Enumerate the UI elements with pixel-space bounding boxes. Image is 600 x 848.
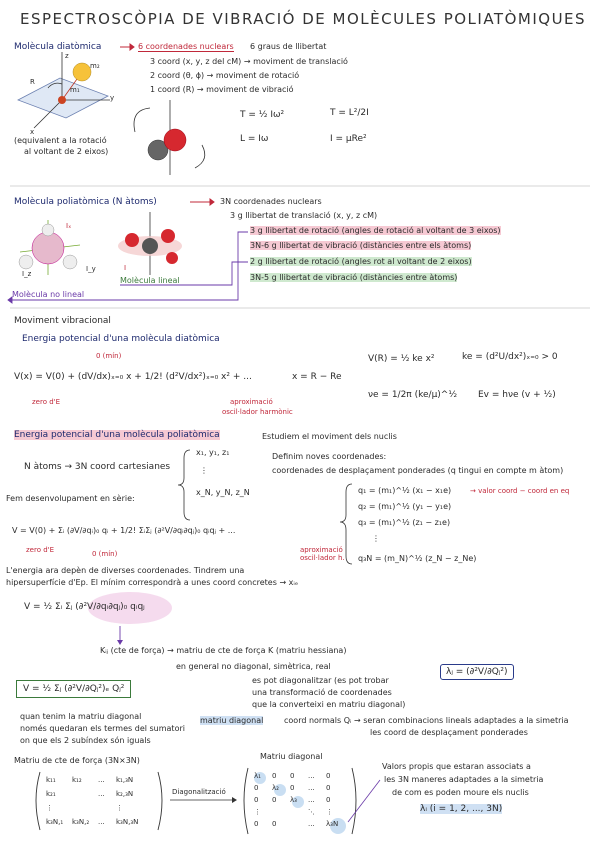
vx-zero-min: 0 (mín) bbox=[96, 352, 122, 360]
atom-m1-label: m₁ bbox=[70, 86, 80, 94]
axis-z-label: z bbox=[65, 52, 69, 60]
def-line-2: coordenades de desplaçament ponderades (q tingui en compte m àtom) bbox=[272, 466, 564, 475]
q-dots: ⋮ bbox=[372, 534, 380, 543]
diatomic-caption-2: al voltant de 2 eixos) bbox=[24, 147, 109, 156]
vib-sub1: Energia potencial d'una molècula diatòmica bbox=[22, 334, 220, 344]
eigen-line-2: les 3N maneres adaptades a la simetria bbox=[384, 775, 544, 784]
q1-formula: q₁ = (m₁)^½ (x₁ − x₁e) bbox=[358, 486, 452, 495]
coord-row-2: ⋮ bbox=[200, 466, 208, 475]
general-line: en general no diagonal, simètrica, real bbox=[176, 662, 331, 671]
eigen-line-4: λᵢ (i = 1, 2, ..., 3N) bbox=[420, 804, 503, 814]
atom-m2-label: m₂ bbox=[90, 62, 100, 70]
coord-row-1: x₁, y₁, z₁ bbox=[196, 448, 230, 457]
diatomic-summary-b: 6 graus de llibertat bbox=[250, 42, 327, 51]
normal-coords-1: coord normals Qᵢ → seran combinacions lineals adaptades a la simetria bbox=[284, 716, 569, 725]
inertia-z-label: I_z bbox=[22, 270, 32, 278]
polyatomic-arrow-text: 3N coordenades nuclears bbox=[220, 197, 322, 206]
x-def: x = R − Re bbox=[292, 372, 342, 382]
polyatomic-heading: Molècula poliatòmica (N àtoms) bbox=[14, 197, 157, 207]
q3-formula: q₃ = (m₁)^½ (z₁ − z₁e) bbox=[358, 518, 451, 527]
taylor-approx-2: oscil·lador h. bbox=[300, 554, 345, 562]
vx-approx: aproximació bbox=[230, 398, 273, 406]
eigen-line-1: Valors propis que estaran associats a bbox=[382, 762, 531, 771]
sub-note-2: només quedaran els termes del sumatori bbox=[20, 724, 185, 733]
poly-line-3: 3N-6 g llibertat de vibració (distàncies entre els àtoms) bbox=[250, 241, 472, 250]
def-line-1: Definim noves coordenades: bbox=[272, 452, 387, 461]
polypot-heading: Energia potencial d'una molècula poliatòmica bbox=[14, 430, 220, 440]
v-harmonic: V = ½ Σᵢ Σⱼ (∂²V/∂qᵢ∂qⱼ)₀ qᵢqⱼ bbox=[24, 602, 145, 612]
diag-line-3: que la converteixi en matriu diagonal) bbox=[252, 700, 406, 709]
formula-i: I = μRe² bbox=[330, 134, 367, 144]
sub-note-1: quan tenim la matriu diagonal bbox=[20, 712, 142, 721]
taylor-zero-min: 0 (mín) bbox=[92, 550, 118, 558]
coords-brace bbox=[178, 450, 190, 520]
linear-label: Molècula lineal bbox=[120, 276, 180, 285]
vx-osc: oscil·lador harmònic bbox=[222, 408, 293, 416]
lambda-box: λⱼ = (∂²V/∂Qⱼ²) bbox=[440, 664, 514, 680]
inertia-label: I bbox=[124, 264, 127, 272]
diagonalization-arrow-label: Diagonalització bbox=[172, 788, 226, 796]
axis-x-label: x bbox=[30, 128, 35, 136]
force-matrix-title: Matriu de cte de força (3N×3N) bbox=[14, 756, 140, 765]
vr-formula: V(R) = ½ ke x² bbox=[368, 354, 435, 364]
diatomic-line-3: 1 coord (R) → moviment de vibració bbox=[150, 85, 294, 94]
taylor-approx-1: aproximació bbox=[300, 546, 343, 554]
diag-matrix-title: Matriu diagonal bbox=[260, 752, 323, 761]
hyper-text-1: L'energia ara depèn de diverses coordenades. Tindrem una bbox=[6, 566, 245, 575]
diag-matrix: λ₁ 0 0 ... 0 0 λ₂ 0 ... 0 0 0 λ₃ ... 0 ⋮ ⋱ ⋮ 0 0 ... λ₃N bbox=[254, 772, 339, 828]
taylor-intro: Fem desenvolupament en sèrie: bbox=[6, 494, 135, 503]
q2-formula: q₂ = (m₁)^½ (y₁ − y₁e) bbox=[358, 502, 452, 511]
sub-note-3: on que els 2 subíndex són iguals bbox=[20, 736, 151, 745]
inertia-y-label: I_y bbox=[86, 265, 96, 273]
force-matrix: k₁₁ k₁₂ ... k₁,₃N k₂₁ ... k₂,₃N ⋮ ⋮ k₃N,₁ k₃N,₂ ... k₃N,₃N bbox=[46, 776, 139, 826]
poly-line-2: 3 g llibertat de rotació (angles de rotació al voltant de 3 eixos) bbox=[250, 226, 501, 235]
poly-line-4: 2 g llibertat de rotació (angles rot al voltant de 2 eixos) bbox=[250, 257, 472, 266]
diatomic-molecule-3d bbox=[134, 100, 205, 175]
axis-y-label: y bbox=[110, 94, 115, 102]
formula-t2: T = L²/2I bbox=[330, 108, 369, 118]
diag-line-1: es pot diagonalitzar (es pot trobar bbox=[252, 676, 389, 685]
inertia-x-label: Iₓ bbox=[66, 222, 72, 230]
natoms-line: N àtoms → 3N coord cartesianes bbox=[24, 462, 171, 472]
q3n-formula: q₃N = (m_N)^½ (z_N − z_Ne) bbox=[358, 554, 477, 563]
polypot-note: Estudiem el moviment dels nuclis bbox=[262, 432, 397, 441]
eigen-line-3: de com es poden moure els nuclis bbox=[392, 788, 529, 797]
linear-molecule-sketch bbox=[118, 212, 182, 275]
vib-heading: Moviment vibracional bbox=[14, 316, 111, 326]
atom-m2 bbox=[73, 63, 91, 81]
ke-formula: ke = (d²U/dx²)ₓ₌₀ > 0 bbox=[462, 352, 558, 362]
nonlinear-label: Molècula no lineal bbox=[12, 290, 85, 299]
coord-row-3: x_N, y_N, z_N bbox=[196, 488, 250, 497]
formula-t1: T = ½ Iω² bbox=[240, 110, 285, 120]
atom-m1 bbox=[58, 96, 66, 104]
poly-line-1: 3 g llibertat de translació (x, y, z cM) bbox=[230, 211, 378, 220]
kij-line: Kᵢⱼ (cte de força) → matriu de cte de força K (matriu hessiana) bbox=[100, 646, 347, 655]
taylor-zero-e: zero d'E bbox=[26, 546, 55, 554]
taylor-formula: V = V(0) + Σᵢ (∂V/∂qᵢ)₀ qᵢ + 1/2! ΣᵢΣⱼ (∂²V/∂qᵢ∂qⱼ)₀ qᵢqⱼ + ... bbox=[12, 526, 236, 535]
formula-l: L = Iω bbox=[240, 134, 269, 144]
diatomic-caption-1: (equivalent a la rotació bbox=[14, 136, 107, 145]
v-diagonal-box: V = ½ Σⱼ (∂²V/∂Qⱼ²)ₑ Qⱼ² bbox=[16, 680, 131, 698]
radius-label: R bbox=[30, 78, 35, 86]
vx-formula: V(x) = V(0) + (dV/dx)ₓ₌₀ x + 1/2! (d²V/dx²)ₓ₌₀ x² + ... bbox=[14, 372, 252, 382]
diag-line-2: una transformació de coordenades bbox=[252, 688, 392, 697]
hyper-text-2: hipersuperfície d'Ep. El mínim correspondrà a unes coord concretes → xᵢₑ bbox=[6, 578, 299, 587]
diatomic-line-2: 2 coord (θ, ϕ) → moviment de rotació bbox=[150, 71, 300, 80]
diatomic-summary-a: 6 coordenades nuclears bbox=[138, 42, 234, 51]
ev-formula: Ev = hνe (v + ½) bbox=[478, 390, 556, 400]
q1-note: → valor coord − coord en eq bbox=[470, 487, 570, 495]
poly-line-5: 3N-5 g llibertat de vibració (distàncies entre àtoms) bbox=[250, 273, 458, 282]
diatomic-heading: Molècula diatòmica bbox=[14, 42, 102, 52]
nue-formula: νe = 1/2π (ke/μ)^½ bbox=[368, 390, 458, 400]
vx-zero-e: zero d'E bbox=[32, 398, 61, 406]
matrix-diagonal-label: matriu diagonal bbox=[200, 716, 264, 725]
normal-coords-2: les coord de desplaçament ponderades bbox=[370, 728, 528, 737]
diatomic-line-1: 3 coord (x, y, z del cM) → moviment de translació bbox=[150, 57, 348, 66]
page-title: ESPECTROSCÒPIA DE VIBRACIÓ DE MOLÈCULES POLIATÒMIQUES bbox=[20, 10, 587, 28]
